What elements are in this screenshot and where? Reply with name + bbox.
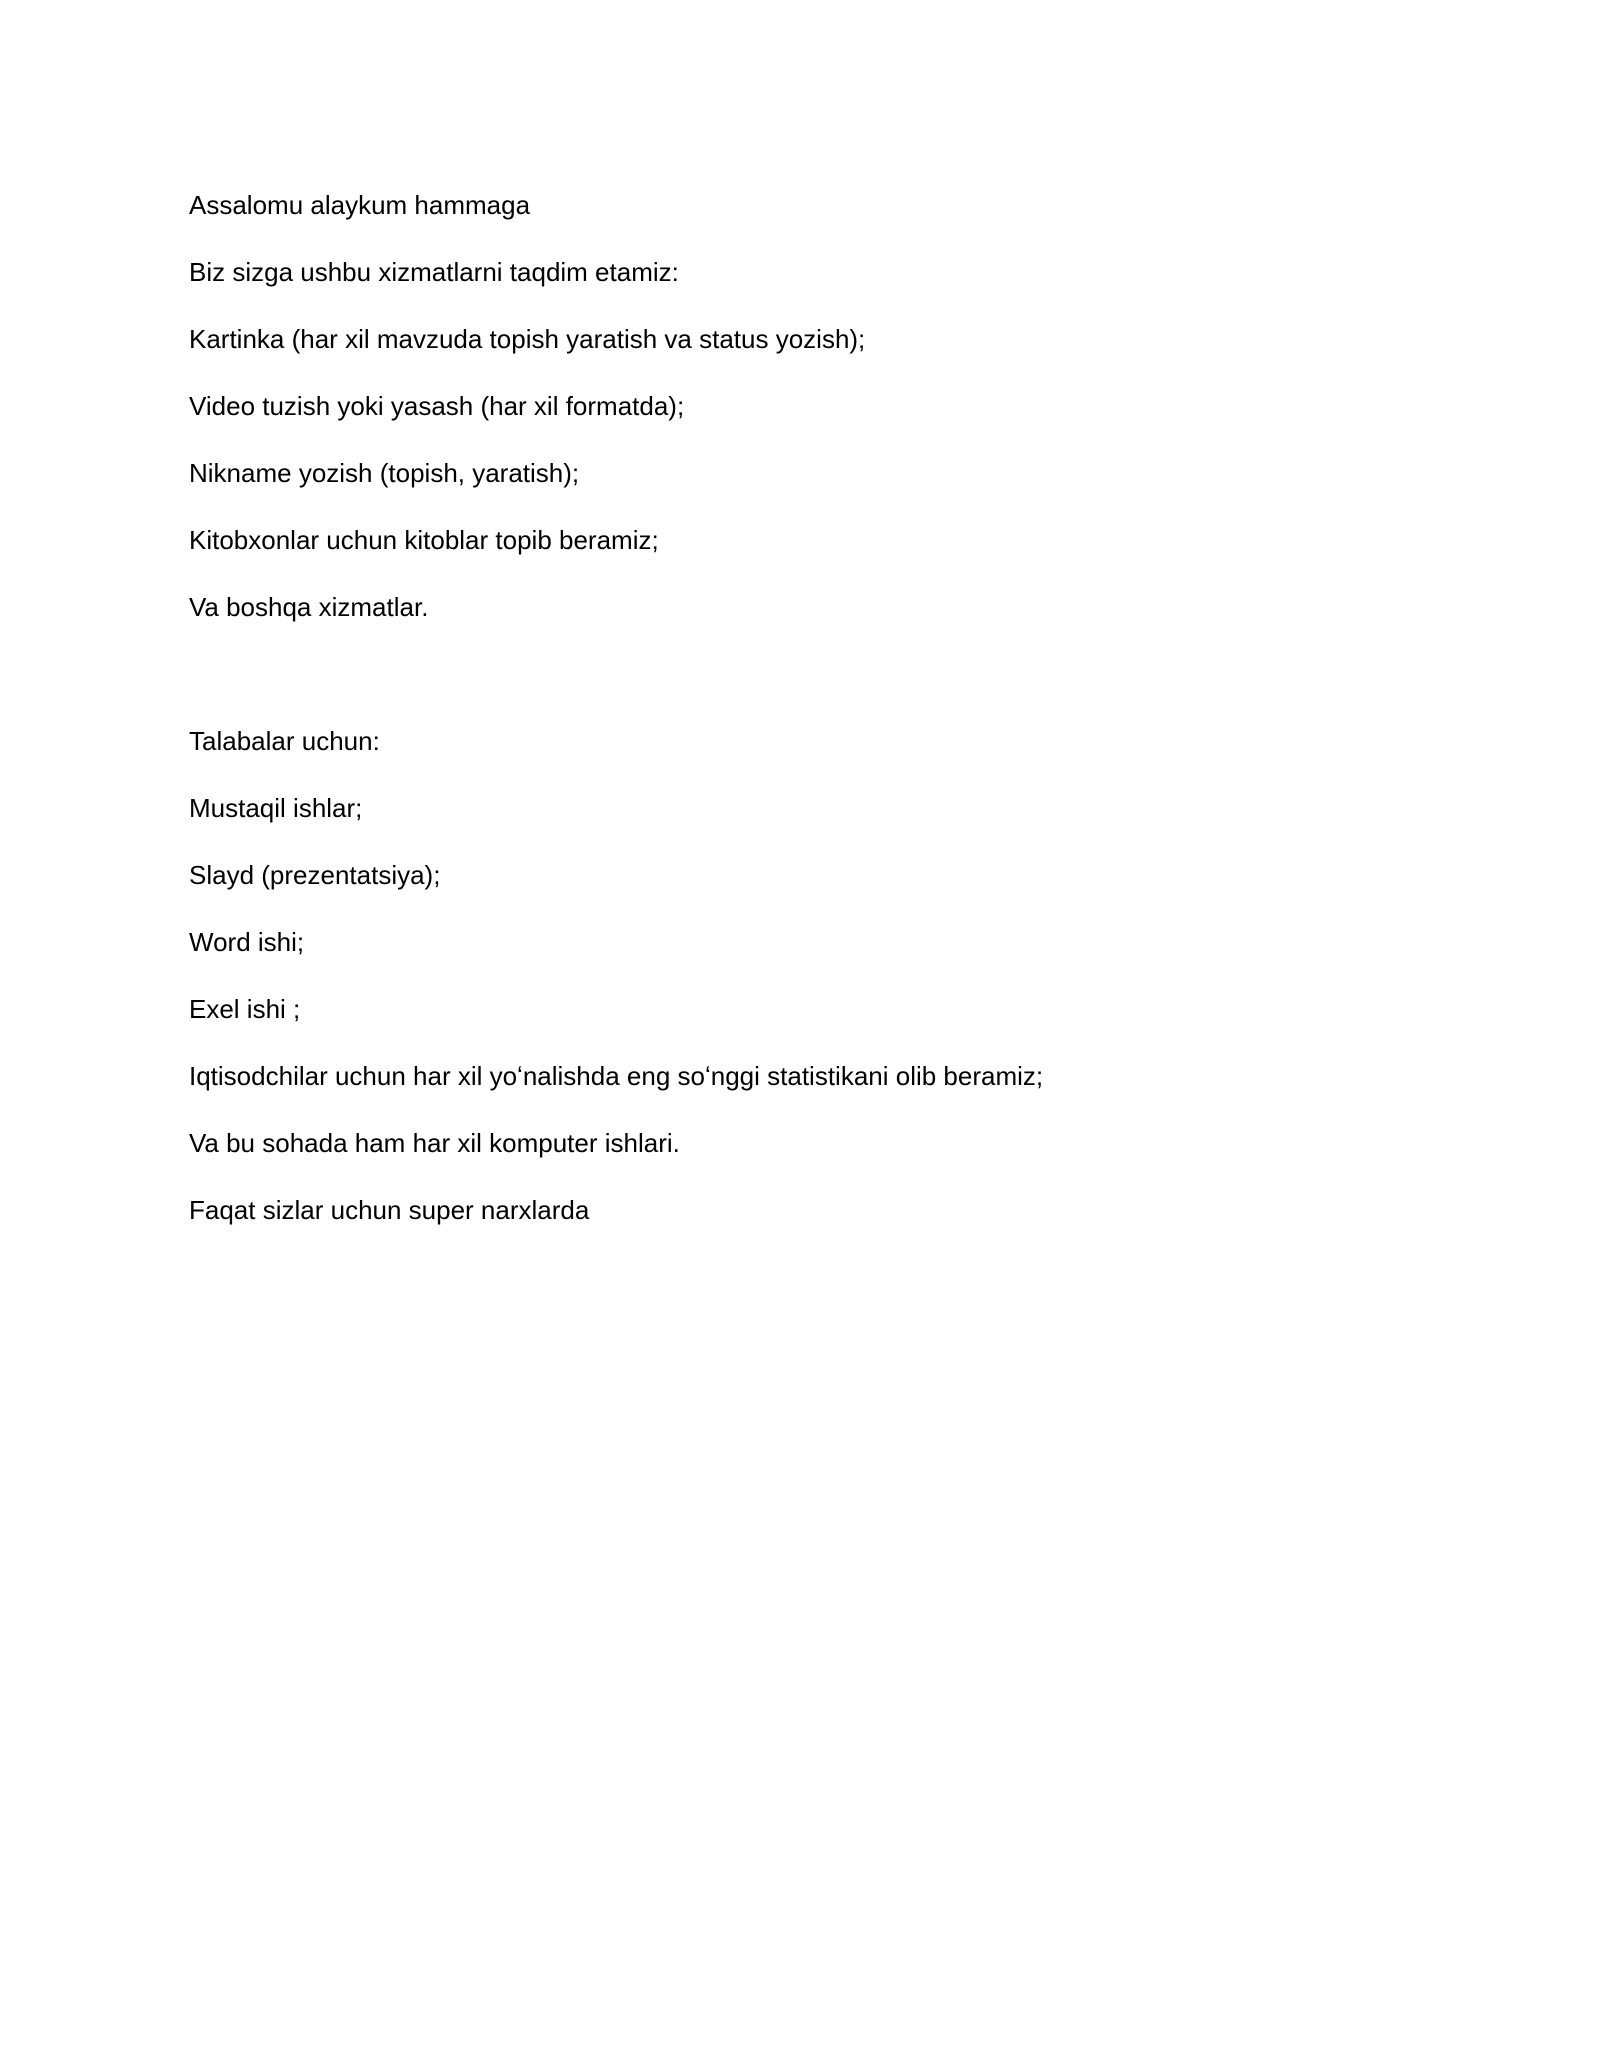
- paragraph-spacer: [189, 657, 1409, 724]
- closing-line: Faqat sizlar uchun super narxlarda: [189, 1195, 590, 1225]
- student-service-item: Iqtisodchilar uchun har xil yoʻnalishda eng soʻnggi statistikani olib beramiz;: [189, 1061, 1044, 1091]
- greeting-line: Assalomu alaykum hammaga: [189, 190, 531, 220]
- service-item: Nikname yozish (topish, yaratish);: [189, 458, 580, 488]
- service-item: Kitobxonlar uchun kitoblar topib beramiz;: [189, 525, 659, 555]
- student-service-item: Va bu sohada ham har xil komputer ishlari.: [189, 1128, 680, 1158]
- services-intro-line: Biz sizga ushbu xizmatlarni taqdim etamiz:: [189, 257, 679, 287]
- service-item: Va boshqa xizmatlar.: [189, 592, 429, 622]
- student-service-item: Slayd (prezentatsiya);: [189, 860, 441, 890]
- student-service-item: Exel ishi ;: [189, 994, 301, 1024]
- students-heading-line: Talabalar uchun:: [189, 726, 380, 756]
- document-body: [189, 188, 1409, 1260]
- student-service-item: Mustaqil ishlar;: [189, 793, 363, 823]
- service-item: Video tuzish yoki yasash (har xil formatda);: [189, 391, 685, 421]
- student-service-item: Word ishi;: [189, 927, 305, 957]
- service-item: Kartinka (har xil mavzuda topish yaratish va status yozish);: [189, 324, 866, 354]
